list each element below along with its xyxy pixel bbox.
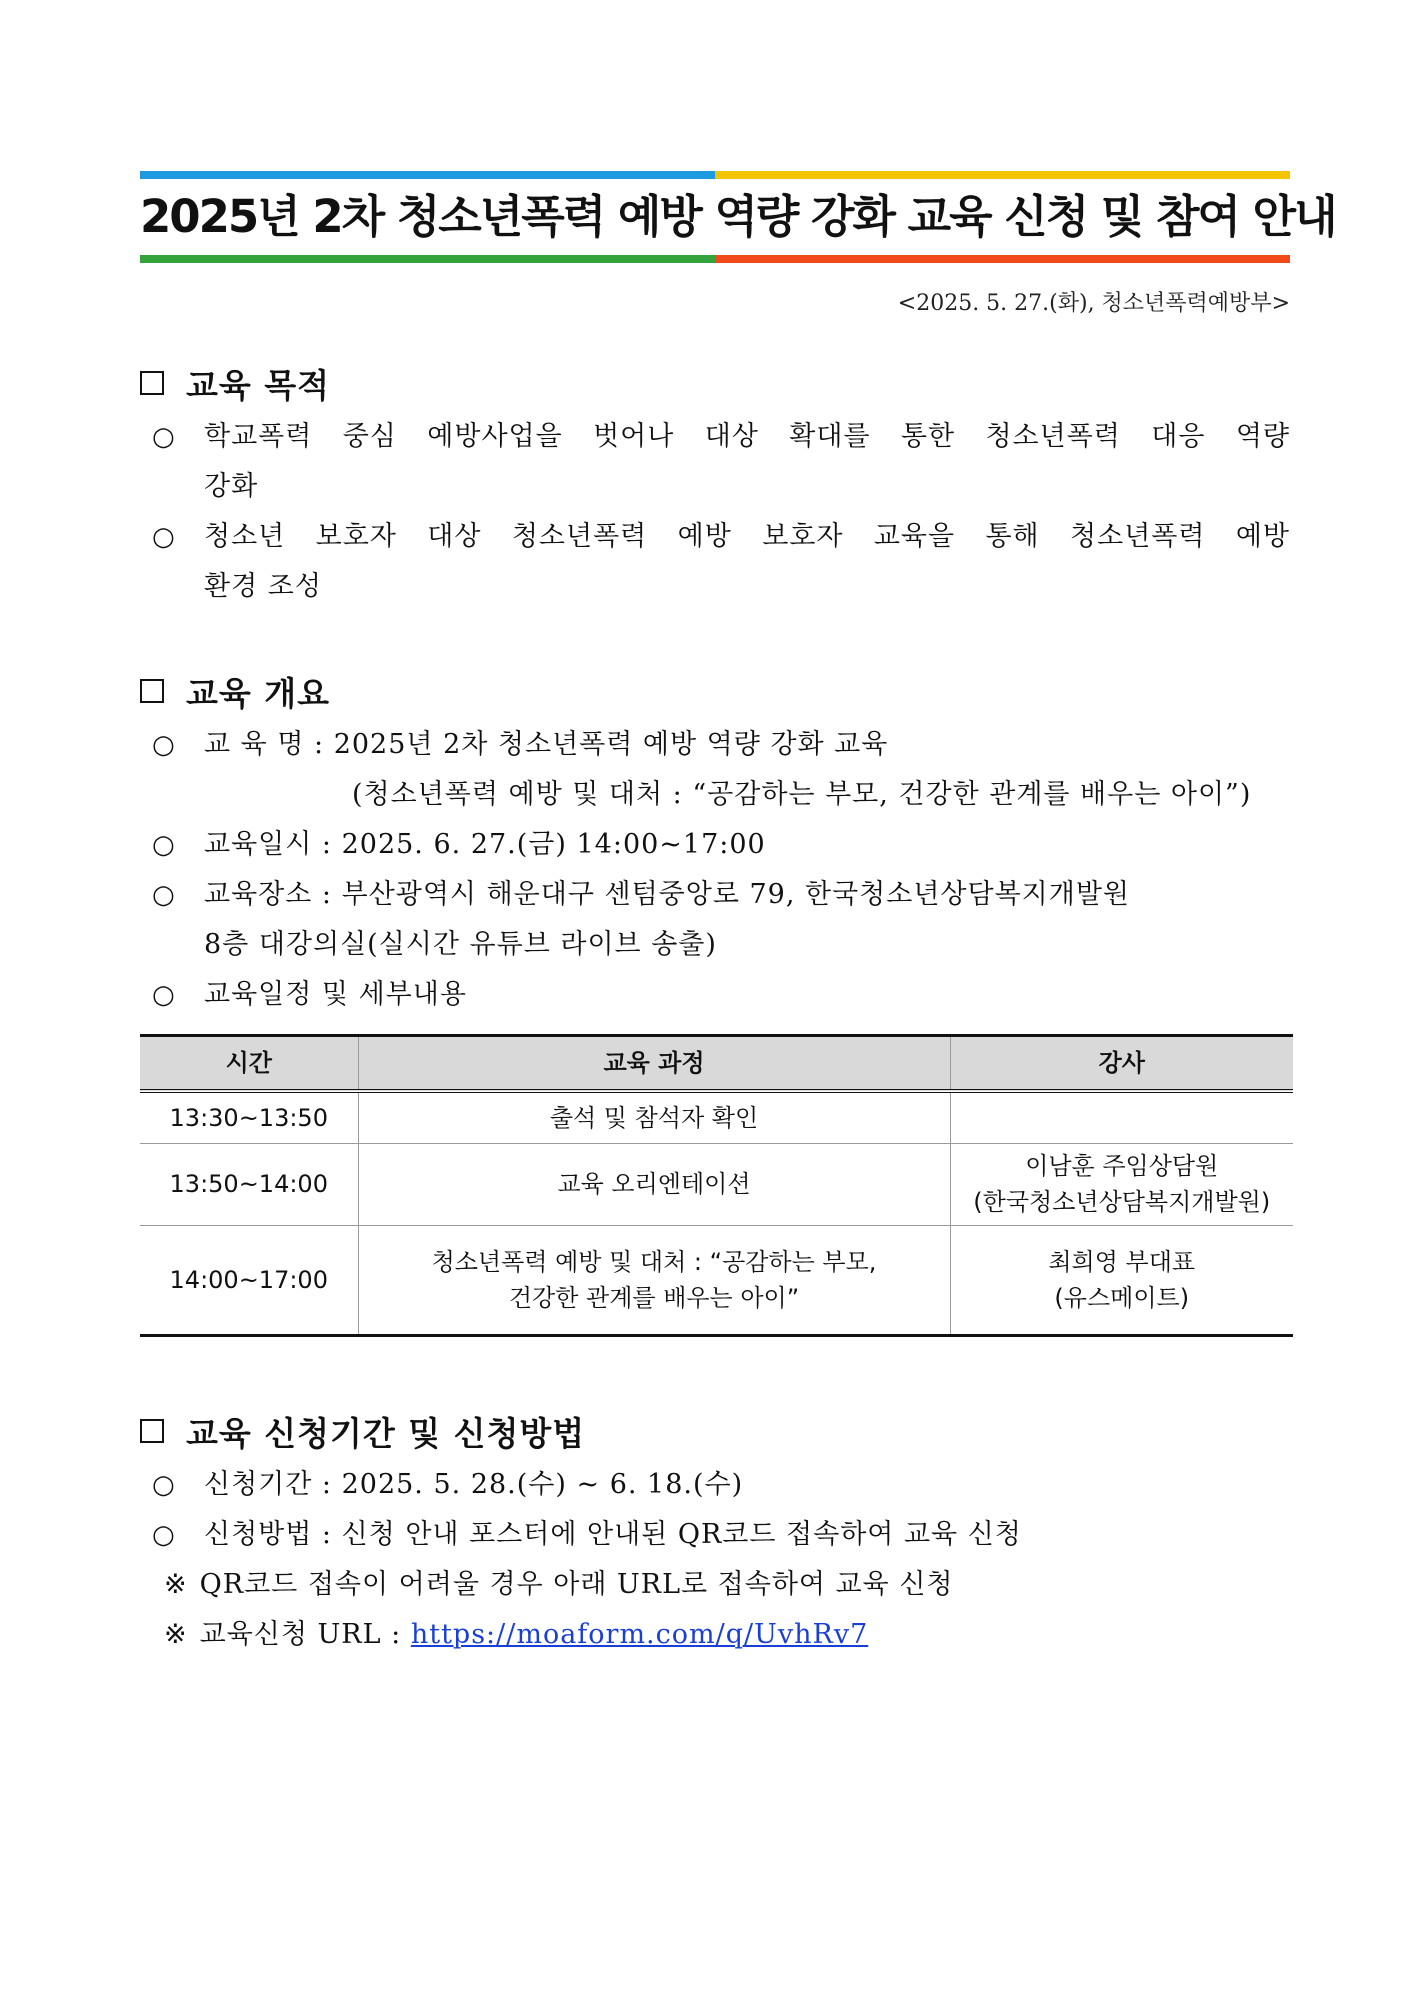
bar-segment-green [140, 255, 715, 263]
section-heading-text: 교육 개요 [186, 673, 331, 713]
field-value: 2025년 2차 청소년폭력 예방 역량 강화 교육 [333, 729, 889, 760]
circle-bullet-icon: ○ [152, 522, 176, 552]
list-item-period: ○ 신청기간 : 2025. 5. 28.(수) ~ 6. 18.(수) [140, 1460, 1290, 1510]
place-continuation: 8층 대강의실(실시간 유튜브 라이브 송출) [204, 929, 717, 960]
note-label: 교육신청 URL : [199, 1619, 402, 1650]
bar-segment-yellow [715, 171, 1290, 179]
course-line: 건강한 관계를 배우는 아이” [508, 1283, 800, 1312]
bar-segment-orange [715, 255, 1290, 263]
list-item-schedule [140, 970, 1290, 1020]
table-row [140, 1143, 1293, 1225]
field-label: 교 육 명 [204, 729, 305, 760]
date-department: <2025. 5. 27.(화), 청소년폭력예방부> [897, 291, 1290, 316]
section-application [140, 1408, 1290, 1660]
cell-course [358, 1225, 950, 1335]
course-line: 교육 오리엔테이션 [557, 1170, 751, 1198]
item-continuation: 환경 조성 [204, 571, 322, 602]
course-line: 출석 및 참석자 확인 [549, 1103, 759, 1132]
section-heading [140, 360, 1290, 406]
title-block [140, 171, 1336, 263]
field-label: 신청방법 [204, 1519, 313, 1550]
field-label: 교육장소 [204, 879, 313, 910]
field-label: 교육일시 [204, 829, 313, 860]
list-item [140, 512, 1290, 562]
list-item [140, 412, 1290, 462]
table-row [140, 1091, 1293, 1143]
note-text: QR코드 접속이 어려울 경우 아래 URL로 접속하여 교육 신청 [199, 1569, 954, 1600]
list-item-place: ○ 교육장소 : 부산광역시 해운대구 센텀중앙로 79, 한국청소년상담복지개발원 [140, 870, 1290, 920]
cell-lecturer [950, 1091, 1293, 1143]
cell-course [358, 1091, 950, 1143]
column-header-time: 시간 [140, 1036, 358, 1092]
square-bullet-icon [140, 1419, 164, 1443]
course-subtitle: (청소년폭력 예방 및 대처 : “공감하는 부모, 건강한 관계를 배우는 아이”) [352, 779, 1252, 810]
field-value: 2025. 6. 27.(금) 14:00~17:00 [341, 829, 766, 860]
item-continuation: 강화 [204, 471, 259, 502]
reference-mark-icon: ※ [164, 1569, 188, 1600]
circle-bullet-icon: ○ [152, 980, 176, 1010]
section-heading-text: 교육 신청기간 및 신청방법 [186, 1413, 586, 1453]
circle-bullet-icon: ○ [152, 422, 176, 452]
cell-course [358, 1143, 950, 1225]
list-item-course-name: ○ 교 육 명 : 2025년 2차 청소년폭력 예방 역량 강화 교육 [140, 720, 1290, 770]
lecturer-name: 이남훈 주임상담원 [1025, 1152, 1219, 1180]
square-bullet-icon [140, 371, 164, 395]
title-bottom-bar [140, 255, 1290, 263]
cell-lecturer [950, 1225, 1293, 1335]
circle-bullet-icon: ○ [152, 880, 176, 910]
title-top-bar [140, 171, 1290, 179]
lecturer-org: (유스메이트) [1054, 1283, 1190, 1312]
field-label: 신청기간 [204, 1469, 313, 1500]
course-line: 청소년폭력 예방 및 대처 : “공감하는 부모, [431, 1247, 877, 1276]
circle-bullet-icon: ○ [152, 1520, 176, 1550]
field-value: 부산광역시 해운대구 센텀중앙로 79, 한국청소년상담복지개발원 [341, 879, 1130, 910]
column-header-lecturer: 강사 [950, 1036, 1293, 1092]
column-header-course: 교육 과정 [358, 1036, 950, 1092]
application-url-link[interactable]: https://moaform.com/q/UvhRv7 [410, 1619, 869, 1650]
bar-segment-blue [140, 171, 715, 179]
page-title: 2025년 2차 청소년폭력 예방 역량 강화 교육 신청 및 참여 안내 [140, 190, 1336, 243]
section-purpose [140, 360, 1290, 612]
note-url [140, 1610, 1290, 1660]
table-header-row [140, 1036, 1293, 1092]
note-qr [140, 1560, 1290, 1610]
cell-time: 13:50~14:00 [140, 1143, 358, 1225]
table-row [140, 1225, 1293, 1335]
reference-mark-icon: ※ [164, 1619, 188, 1650]
field-value: 2025. 5. 28.(수) ~ 6. 18.(수) [341, 1469, 744, 1500]
section-heading [140, 1408, 1290, 1454]
section-heading-text: 교육 목적 [186, 365, 331, 405]
section-heading [140, 668, 1290, 714]
lecturer-org: (한국청소년상담복지개발원) [973, 1188, 1271, 1216]
lecturer-name: 최희영 부대표 [1048, 1247, 1196, 1276]
field-value: 신청 안내 포스터에 안내된 QR코드 접속하여 교육 신청 [341, 1519, 1022, 1550]
section-overview [140, 668, 1290, 1020]
cell-time: 13:30~13:50 [140, 1091, 358, 1143]
item-text: 청소년 보호자 대상 청소년폭력 예방 보호자 교육을 통해 청소년폭력 예방 [204, 521, 1290, 552]
list-item-date: ○ 교육일시 : 2025. 6. 27.(금) 14:00~17:00 [140, 820, 1290, 870]
circle-bullet-icon: ○ [152, 1470, 176, 1500]
schedule-table [140, 1034, 1293, 1337]
cell-lecturer [950, 1143, 1293, 1225]
list-item-method: ○ 신청방법 : 신청 안내 포스터에 안내된 QR코드 접속하여 교육 신청 [140, 1510, 1290, 1560]
field-label: 교육일정 및 세부내용 [204, 979, 467, 1010]
square-bullet-icon [140, 679, 164, 703]
circle-bullet-icon: ○ [152, 730, 176, 760]
circle-bullet-icon: ○ [152, 830, 176, 860]
cell-time: 14:00~17:00 [140, 1225, 358, 1335]
item-text: 학교폭력 중심 예방사업을 벗어나 대상 확대를 통한 청소년폭력 대응 역량 [204, 421, 1290, 452]
